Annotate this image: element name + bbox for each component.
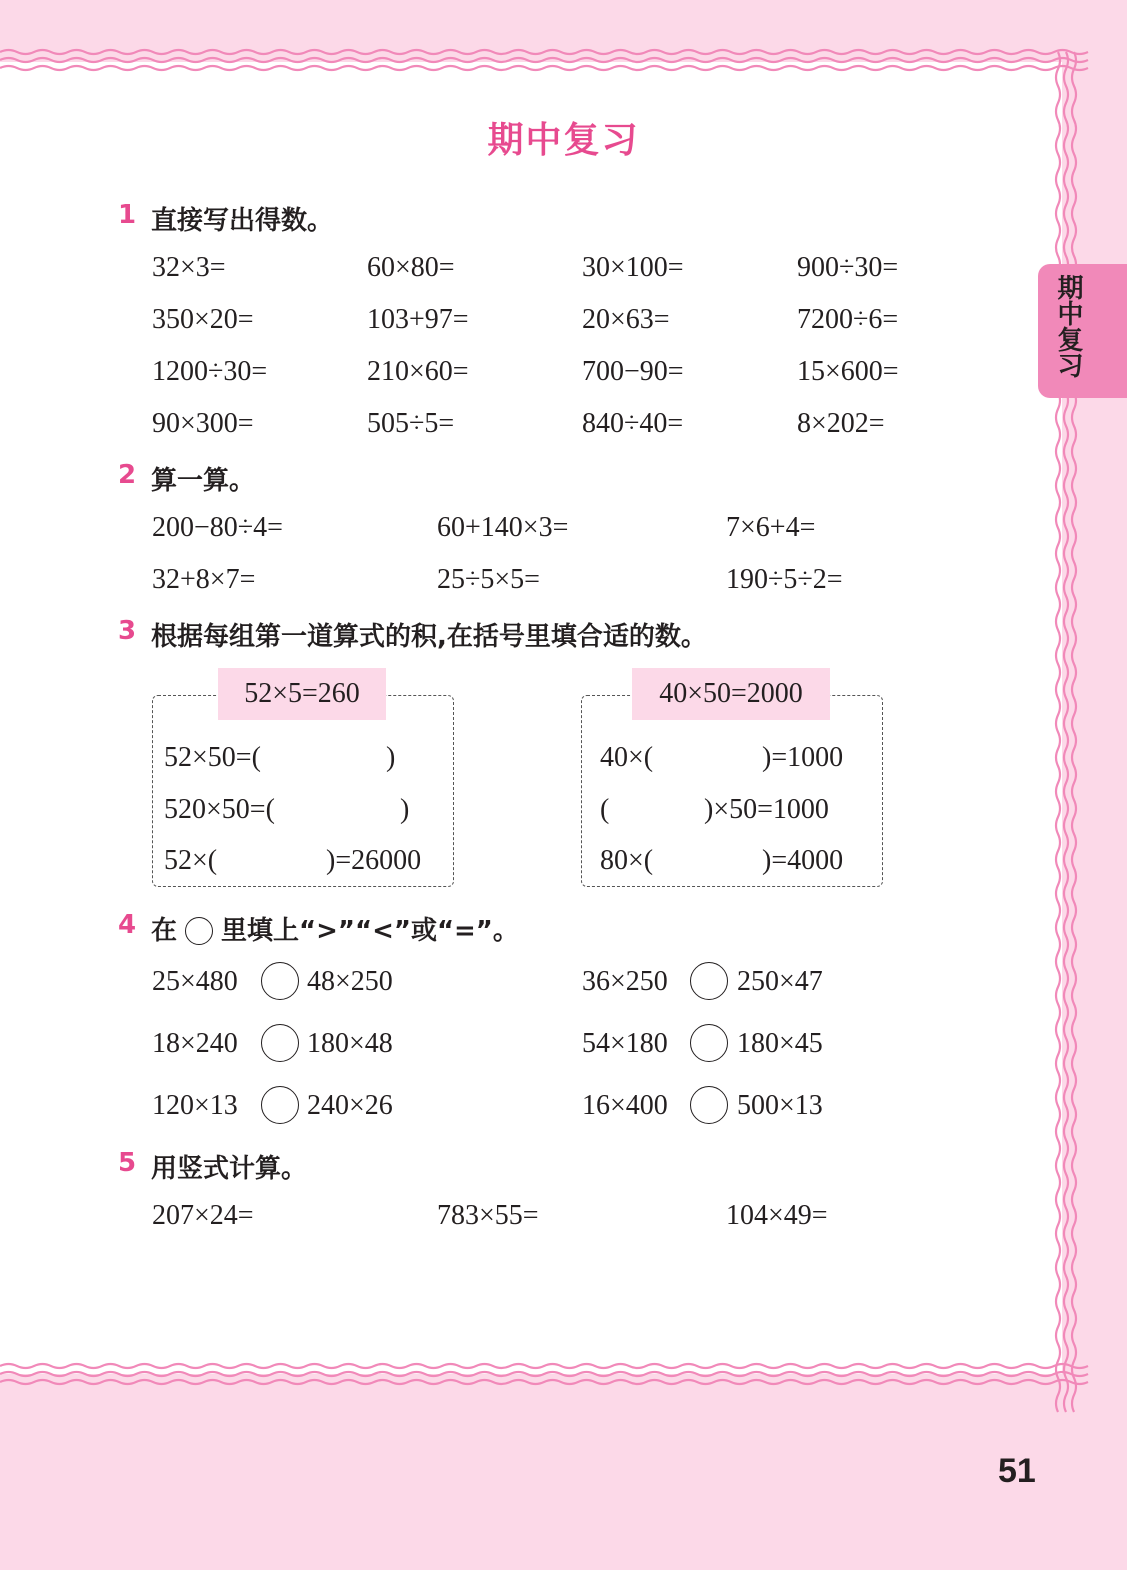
q5-expr: 783×55=: [437, 1200, 539, 1231]
compare-circle[interactable]: [690, 1024, 728, 1062]
q4-left-expr: 120×13: [152, 1090, 238, 1121]
compare-circle[interactable]: [261, 1086, 299, 1124]
q4-text-post: 里填上“>”“<”或“=”。: [221, 916, 519, 946]
q1-expr: 840÷40=: [582, 408, 684, 439]
question-3-text: 根据每组第一道算式的积,在括号里填合适的数。: [151, 622, 707, 652]
q3-line-left: 40×(: [600, 742, 654, 773]
compare-circle[interactable]: [261, 1024, 299, 1062]
side-tab-label: 期中复习: [1053, 274, 1083, 378]
q3-line-right: ): [386, 742, 396, 773]
compare-circle[interactable]: [690, 1086, 728, 1124]
q2-expr: 200−80÷4=: [152, 512, 283, 543]
q3-line-right: ): [400, 794, 410, 825]
q1-expr: 32×3=: [152, 252, 226, 283]
q2-expr: 7×6+4=: [726, 512, 816, 543]
question-5-number: 5: [118, 1148, 137, 1178]
circle-icon: [185, 917, 213, 945]
q5-expr: 104×49=: [726, 1200, 828, 1231]
compare-circle[interactable]: [690, 962, 728, 1000]
q2-expr: 60+140×3=: [437, 512, 569, 543]
q1-expr: 90×300=: [152, 408, 254, 439]
question-1-number: 1: [118, 200, 137, 230]
q4-text-pre: 在: [151, 916, 178, 946]
question-1-text: 直接写出得数。: [151, 206, 334, 236]
question-3-number: 3: [118, 616, 137, 646]
q5-expr: 207×24=: [152, 1200, 254, 1231]
q4-right-expr: 180×48: [307, 1028, 393, 1059]
q4-left-expr: 36×250: [582, 966, 668, 997]
question-2-text: 算一算。: [151, 466, 256, 496]
q3-line-right: )=4000: [762, 845, 844, 876]
q1-expr: 20×63=: [582, 304, 670, 335]
q3-line-left: 520×50=(: [164, 794, 275, 825]
q1-expr: 15×600=: [797, 356, 899, 387]
q2-expr: 25÷5×5=: [437, 564, 540, 595]
q4-right-expr: 48×250: [307, 966, 393, 997]
q4-right-expr: 250×47: [737, 966, 823, 997]
q1-expr: 30×100=: [582, 252, 684, 283]
q4-right-expr: 240×26: [307, 1090, 393, 1121]
q4-left-expr: 54×180: [582, 1028, 668, 1059]
compare-circle[interactable]: [261, 962, 299, 1000]
q3-line-left: 52×(: [164, 845, 218, 876]
question-2-number: 2: [118, 460, 137, 490]
q1-expr: 210×60=: [367, 356, 469, 387]
q1-expr: 700−90=: [582, 356, 684, 387]
q2-expr: 32+8×7=: [152, 564, 256, 595]
q4-left-expr: 16×400: [582, 1090, 668, 1121]
question-5-text: 用竖式计算。: [151, 1154, 308, 1184]
q3-line-right: )=1000: [762, 742, 844, 773]
q3-line-right: )×50=1000: [704, 794, 829, 825]
q4-right-expr: 180×45: [737, 1028, 823, 1059]
q2-expr: 190÷5÷2=: [726, 564, 843, 595]
q3-line-left: 52×50=(: [164, 742, 261, 773]
q4-left-expr: 18×240: [152, 1028, 238, 1059]
q4-right-expr: 500×13: [737, 1090, 823, 1121]
q1-expr: 8×202=: [797, 408, 885, 439]
q1-expr: 505÷5=: [367, 408, 455, 439]
q3-line-left: 80×(: [600, 845, 654, 876]
q3-group-head: 52×5=260: [218, 668, 386, 720]
q1-expr: 60×80=: [367, 252, 455, 283]
q4-left-expr: 25×480: [152, 966, 238, 997]
question-4-number: 4: [118, 910, 137, 940]
page-number: 51: [998, 1452, 1036, 1490]
q1-expr: 350×20=: [152, 304, 254, 335]
q3-group-head: 40×50=2000: [632, 668, 830, 720]
q3-line-left: (: [600, 794, 610, 825]
question-4-text: [151, 910, 519, 947]
page-title: 期中复习: [487, 120, 640, 161]
q1-expr: 103+97=: [367, 304, 469, 335]
q1-expr: 7200÷6=: [797, 304, 899, 335]
q1-expr: 1200÷30=: [152, 356, 268, 387]
q3-line-right: )=26000: [326, 845, 422, 876]
q1-expr: 900÷30=: [797, 252, 899, 283]
